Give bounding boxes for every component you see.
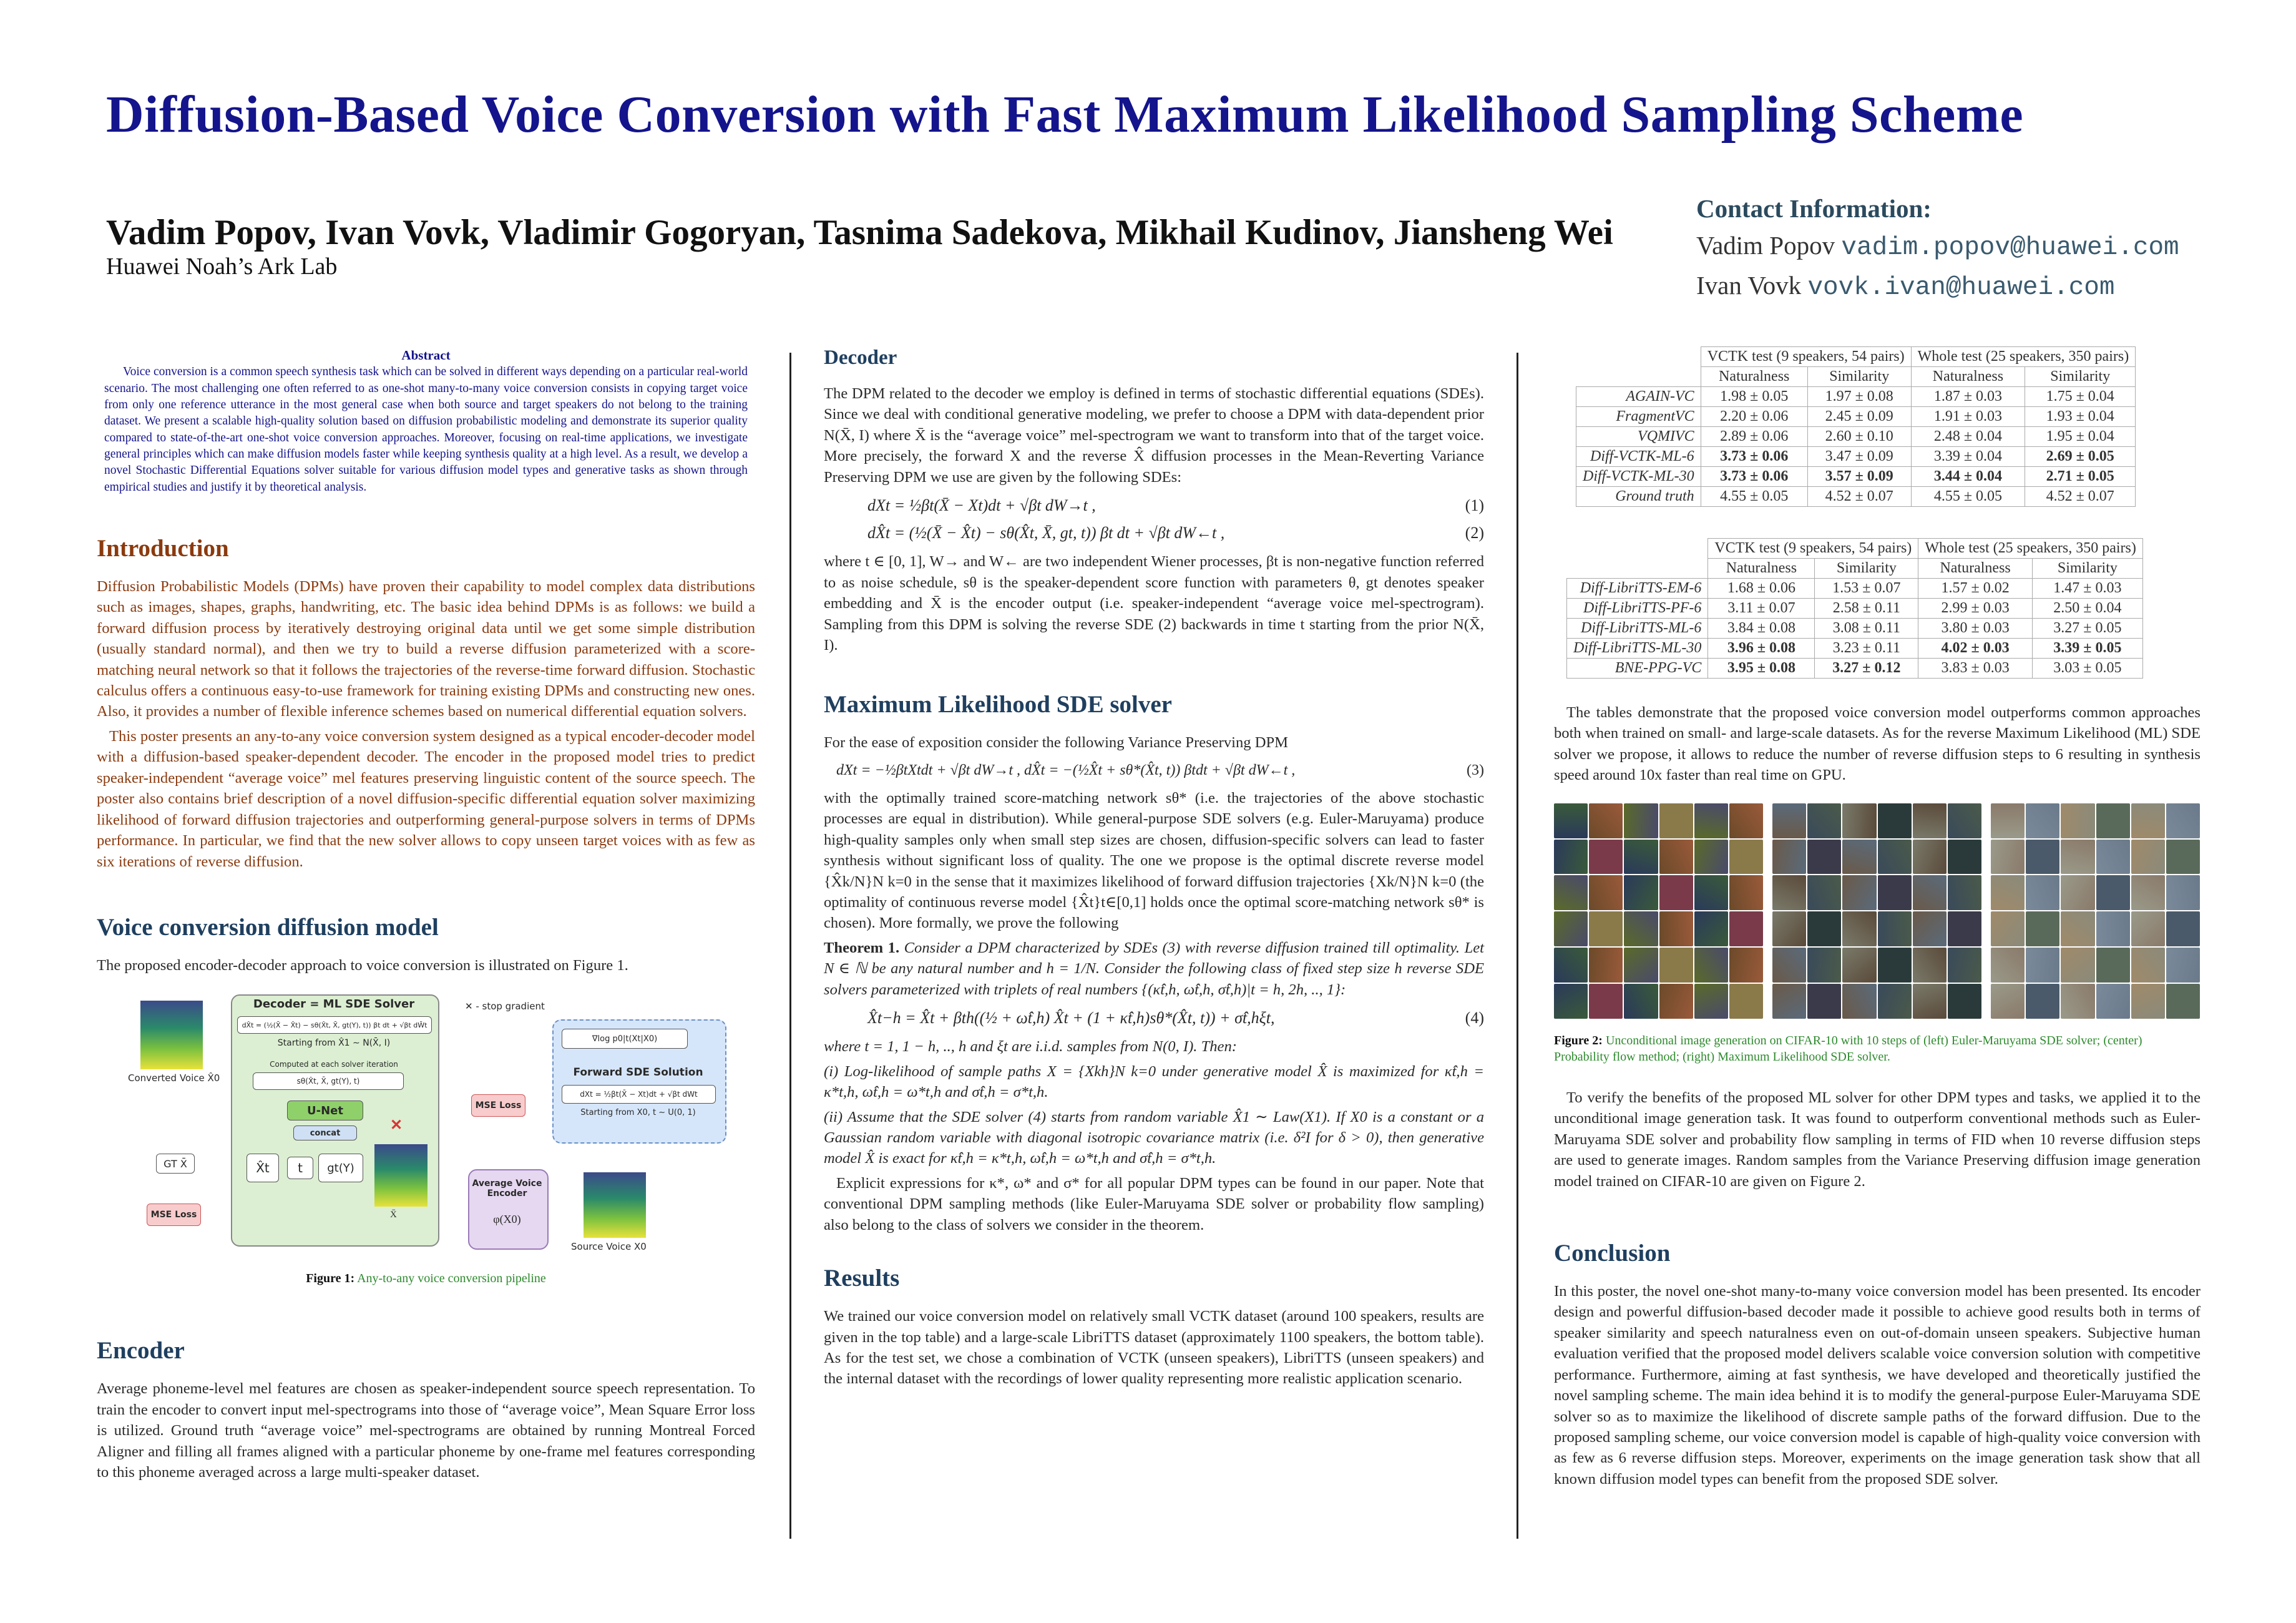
table2-cell: 3.83 ± 0.03: [1918, 659, 2033, 679]
table2-cell: 3.03 ± 0.05: [2032, 659, 2142, 679]
sample-image: [1948, 803, 1981, 838]
table2-cell: 3.23 ± 0.11: [1815, 639, 1918, 659]
sample-image: [1624, 840, 1658, 875]
sample-image: [1878, 803, 1912, 838]
table1-model-name: AGAIN-VC: [1576, 387, 1701, 407]
table1-row: [1576, 447, 2136, 467]
contact-name: Ivan Vovk: [1696, 270, 1802, 300]
theorem-1: [824, 938, 1484, 1000]
table2-model-name: BNE-PPG-VC: [1567, 659, 1708, 679]
sample-image: [2166, 984, 2200, 1019]
authors: Vadim Popov, Ivan Vovk, Vladimir Gogoryan, Tasnima Sadekova, Mikhail Kudinov, Jiansheng Wei: [106, 213, 1613, 252]
sample-image: [1991, 984, 2025, 1019]
equation-2-number: (2): [1465, 524, 1484, 542]
table2-cell: 3.84 ± 0.08: [1708, 619, 1815, 639]
vc-model-heading: Voice conversion diffusion model: [97, 913, 439, 941]
table1-cell: 1.95 ± 0.04: [2025, 427, 2136, 447]
table1-model-name: Diff-VCTK-ML-30: [1576, 467, 1701, 487]
table2-cell: 1.68 ± 0.06: [1708, 579, 1815, 599]
figure-1-caption: [97, 1270, 755, 1287]
sample-image: [1589, 803, 1623, 838]
decoder-title: Decoder = ML SDE Solver: [253, 998, 415, 1011]
image-generation-text: To verify the benefits of the proposed ML solver for other DPM types and tasks, we applied it to the unconditional image generation task. It was found to outperform conventional methods such as Euler-Maruyama SDE solver and probability flow sampling in terms of FID when 10 reverse diffusion steps are used to generate images. Random samples from the Variance Preserving diffusion image generation model trained on CIFAR-10 are given on Figure 2.: [1554, 1089, 2201, 1190]
sample-image: [1624, 984, 1658, 1019]
sample-image: [1659, 840, 1693, 875]
source-voice-label: Source Voice X0: [571, 1241, 647, 1253]
stop-gradient-legend: ✕ - stop gradient: [465, 1001, 545, 1013]
sample-image: [1991, 875, 2025, 910]
sample-image: [1694, 911, 1728, 946]
equation-1-number: (1): [1465, 496, 1484, 515]
table2-cell: 4.02 ± 0.03: [1918, 639, 2033, 659]
equation-3: [824, 762, 1484, 779]
table1-row: [1576, 467, 2136, 487]
sample-image: [1807, 840, 1841, 875]
column-divider: [789, 353, 791, 1539]
table2-cell: 3.27 ± 0.12: [1815, 659, 1918, 679]
table1-body: [1576, 387, 2136, 507]
equation-1: [824, 496, 1484, 515]
sample-image: [2096, 840, 2130, 875]
sample-image: [1772, 911, 1806, 946]
sample-image: [1772, 840, 1806, 875]
introduction-heading: Introduction: [97, 534, 229, 562]
sample-image: [1694, 875, 1728, 910]
sample-image: [1694, 803, 1728, 838]
libritts-results-table: [1566, 538, 2143, 679]
table2-model-name: Diff-LibriTTS-ML-30: [1567, 639, 1708, 659]
sample-image: [2061, 911, 2094, 946]
decoder-p2: where t ∈ [0, 1], W→ and W← are two independent Wiener processes, βt is non-negative function referred to as noise schedule, sθ is the speaker-dependent score function with parameters θ, gt denotes speaker embedding and X̄ is the encoder output (i.e. speaker-independent “average voice mel-spectrogram). Sampling from this DPM is solving the reverse SDE (2) backwards in time t starting from the prior N(X̄, I).: [824, 553, 1484, 654]
table2-cell: 1.47 ± 0.03: [2032, 579, 2142, 599]
xbar-label: X̄: [390, 1210, 397, 1220]
sample-image: [1659, 911, 1693, 946]
contact-name: Vadim Popov: [1696, 231, 1835, 260]
table2-body: [1567, 579, 2143, 679]
sample-image: [1991, 948, 2025, 983]
table1-cell: 4.55 ± 0.05: [1911, 487, 2025, 507]
table1-cell: 1.91 ± 0.03: [1911, 407, 2025, 427]
sample-image: [2166, 840, 2200, 875]
sample-image: [1807, 911, 1841, 946]
figure-2-caption: [1554, 1032, 2201, 1065]
table2-cell: 3.96 ± 0.08: [1708, 639, 1815, 659]
sample-image: [1807, 875, 1841, 910]
sample-image: [2026, 875, 2059, 910]
contact-row: [1696, 267, 2179, 306]
sample-image: [2166, 803, 2200, 838]
t-input: t: [287, 1157, 313, 1179]
sample-image: [2026, 948, 2059, 983]
sample-image: [2061, 984, 2094, 1019]
table2-cell: 3.80 ± 0.03: [1918, 619, 2033, 639]
sample-image: [1659, 875, 1693, 910]
sample-image: [1913, 875, 1947, 910]
sample-image: [1878, 840, 1912, 875]
table1-model-name: Ground truth: [1576, 487, 1701, 507]
table2-group-header: VCTK test (9 speakers, 54 pairs): [1708, 539, 1918, 559]
equation-4-number: (4): [1465, 1009, 1484, 1027]
table2-model-name: Diff-LibriTTS-EM-6: [1567, 579, 1708, 599]
table1-cell: 3.73 ± 0.06: [1701, 467, 1807, 487]
table1-sub-header: Naturalness: [1701, 367, 1807, 387]
table2-sub-header: Similarity: [2032, 559, 2142, 579]
sample-image: [1913, 948, 1947, 983]
table2-cell: 2.99 ± 0.03: [1918, 599, 2033, 619]
sample-image: [1589, 911, 1623, 946]
table1-cell: 2.71 ± 0.05: [2025, 467, 2136, 487]
conclusion-heading: Conclusion: [1554, 1239, 1671, 1267]
sample-image: [1694, 948, 1728, 983]
table1-cell: 1.93 ± 0.04: [2025, 407, 2136, 427]
table1-group-header: VCTK test (9 speakers, 54 pairs): [1701, 347, 1911, 367]
sample-image: [1913, 840, 1947, 875]
table1-cell: 2.89 ± 0.06: [1701, 427, 1807, 447]
sample-image: [1878, 984, 1912, 1019]
sample-image: [1772, 875, 1806, 910]
sample-image: [1842, 911, 1876, 946]
table2-cell: 2.58 ± 0.11: [1815, 599, 1918, 619]
ml-solver-p1: For the ease of exposition consider the following Variance Preserving DPM: [824, 734, 1289, 752]
theorem-item-2: (ii) Assume that the SDE solver (4) starts from random variable X̂1 ∼ Law(X1). If X0 is a constant or a Gaussian random variable with diagonal isotropic covariance matrix (i.e. δ²I for δ > 0), then generative model X̂ is exact for κ̂t,h = κ*t,h, ω̂t,h = ω*t,h and σ̂t,h = σ*t,h.: [824, 1108, 1484, 1167]
figure-2-text: Unconditional image generation on CIFAR-10 with 10 steps of (left) Euler-Maruyama SDE solver; (center) Probability flow method; (right) Maximum Likelihood SDE solver.: [1554, 1033, 2142, 1064]
table1-cell: 2.48 ± 0.04: [1911, 427, 2025, 447]
sample-image: [1842, 803, 1876, 838]
unet-block: U-Net: [287, 1101, 363, 1120]
table2-row: [1567, 659, 2143, 679]
equation-4-body: X̂t−h = X̂t + βth((½ + ω̂t,h) X̂t + (1 + κ̂t,h)sθ*(X̂t, t)) + σ̂t,hξt,: [867, 1009, 1275, 1027]
sample-image: [2131, 948, 2165, 983]
table1-cell: 4.52 ± 0.07: [1807, 487, 1911, 507]
equation-2-body: dX̂t = (½(X̄ − X̂t) − sθ(X̂t, X̄, gt, t)) βt dt + √βt dW←t ,: [867, 524, 1225, 542]
figure-1-diagram: [97, 988, 755, 1257]
encoder-heading: Encoder: [97, 1337, 185, 1365]
table1-cell: 2.60 ± 0.10: [1807, 427, 1911, 447]
table1-row: [1576, 427, 2136, 447]
table2-cell: 3.39 ± 0.05: [2032, 639, 2142, 659]
table2-cell: 1.53 ± 0.07: [1815, 579, 1918, 599]
sample-image: [1772, 984, 1806, 1019]
table2-row: [1567, 639, 2143, 659]
sample-image: [2166, 875, 2200, 910]
concat-block: concat: [293, 1125, 357, 1140]
sample-image: [1589, 840, 1623, 875]
table1-cell: 3.39 ± 0.04: [1911, 447, 2025, 467]
figure-2-images: [1554, 803, 2201, 1025]
results-heading: Results: [824, 1265, 900, 1292]
sample-image: [1624, 875, 1658, 910]
encoder-phi: φ(X0): [493, 1213, 521, 1226]
sample-image: [1729, 803, 1763, 838]
theorem-conditions: where t = 1, 1 − h, .., h and ξt are i.i.d. samples from N(0, I). Then:: [824, 1038, 1237, 1056]
table2-cell: 3.08 ± 0.11: [1815, 619, 1918, 639]
table1-row: [1576, 487, 2136, 507]
sample-image: [1948, 984, 1981, 1019]
column-middle: [824, 346, 1484, 1586]
sample-image: [2166, 948, 2200, 983]
affiliation: Huawei Noah’s Ark Lab: [106, 253, 338, 280]
mse-loss-bottom: MSE Loss: [147, 1204, 201, 1226]
computed-label: Computed at each solver iteration: [270, 1060, 398, 1069]
sample-image: [1991, 803, 2025, 838]
sample-image: [1842, 840, 1876, 875]
sample-image: [2096, 984, 2130, 1019]
score-function-box: sθ(X̂t, X̄, gt(Y), t): [253, 1072, 404, 1090]
theorem-label: Theorem 1.: [824, 939, 900, 956]
table2-cell: 3.11 ± 0.07: [1708, 599, 1815, 619]
table1-sub-header: Similarity: [1807, 367, 1911, 387]
table2-row: [1567, 579, 2143, 599]
average-voice-spectrogram: [374, 1144, 427, 1207]
equation-3-body: dXt = −½βtXtdt + √βt dW→t , dX̂t = −(½X̂t + sθ*(X̂t, t)) βtdt + √βt dW←t ,: [836, 762, 1296, 778]
tables-text: The tables demonstrate that the proposed voice conversion model outperforms common approaches both when trained on small- and large-scale datasets. As for the reverse Maximum Likelihood (ML) SDE solver we propose, it allows to reduce the number of reverse diffusion steps to 6 resulting in synthesis speed around 10x faster than real time on GPU.: [1554, 704, 2201, 784]
column-right: [1554, 346, 2201, 1586]
sample-image: [2096, 911, 2130, 946]
sample-image: [1694, 840, 1728, 875]
table1-row: [1576, 387, 2136, 407]
sample-image: [2131, 803, 2165, 838]
table2-cell: 3.95 ± 0.08: [1708, 659, 1815, 679]
sample-image: [2026, 803, 2059, 838]
sample-image: [1729, 840, 1763, 875]
abstract-text: Voice conversion is a common speech synthesis task which can be solved in different ways depending on a particular real-world scenario. The most challenging one often referred to as one-shot many-to-many voice conversion consists in copying target voice from only one reference utterance in the most general case when both source and target speakers do not belong to the training dataset. We present a scalable high-quality solution based on diffusion probabilistic modeling and demonstrate its superior quality compared to state-of-the-art one-shot voice conversion approaches. Moreover, focusing on real-time applications, we investigate general principles which can make diffusion models faster while keeping synthesis quality at a high level. As a result, we develop a novel Stochastic Differential Equations solver suitable for various diffusion model types and generative tasks as shown through empirical studies and justify it by theoretical analysis.: [104, 365, 748, 494]
column-divider: [1517, 353, 1518, 1539]
table2-row: [1567, 599, 2143, 619]
forward-sde-start: Starting from X0, t ∼ U(0, 1): [580, 1108, 696, 1118]
table2-sub-header: Similarity: [1815, 559, 1918, 579]
sample-image: [1807, 803, 1841, 838]
encoder-title: Average Voice Encoder: [472, 1179, 542, 1199]
table1-cell: 4.52 ± 0.07: [2025, 487, 2136, 507]
sample-image: [1554, 984, 1588, 1019]
table1-cell: 3.73 ± 0.06: [1701, 447, 1807, 467]
table2-group-header: Whole test (25 speakers, 350 pairs): [1918, 539, 2143, 559]
sample-image: [1554, 911, 1588, 946]
table1-row: [1576, 407, 2136, 427]
vctk-results-table: [1576, 346, 2136, 507]
sample-image: [1913, 803, 1947, 838]
table1-sub-header: Naturalness: [1911, 367, 2025, 387]
sample-image: [1948, 911, 1981, 946]
decoder-start: Starting from X̂1 ∼ N(X̄, I): [277, 1038, 391, 1049]
sample-image: [1948, 875, 1981, 910]
sample-image: [2131, 984, 2165, 1019]
sample-image: [2166, 911, 2200, 946]
gt-xbar-box: GT X̄: [156, 1154, 195, 1174]
results-text: We trained our voice conversion model on relatively small VCTK dataset (around 100 speakers, results are given in the top table) and a large-scale LibriTTS dataset (approximately 1100 speakers, the bottom table). As for the test set, we chose a combination of VCTK (unseen speakers), LibriTTS (unseen speakers) and the internal dataset with the recordings of lower quality representing more realistic application scenario.: [824, 1308, 1484, 1388]
theorem-item-1: (i) Log-likelihood of sample paths X = {Xkh}N k=0 under generative model X̂ is maximized for κ̂t,h = κ*t,h, ω̂t,h = ω*t,h and σ̂t,h = σ*t,h.: [824, 1062, 1484, 1101]
table1-cell: 3.44 ± 0.04: [1911, 467, 2025, 487]
table1-cell: 3.47 ± 0.09: [1807, 447, 1911, 467]
stop-gradient-icon: ✕: [390, 1117, 403, 1134]
table2-row: [1567, 619, 2143, 639]
sample-image: [2096, 803, 2130, 838]
contact-heading: Contact Information:: [1696, 194, 1932, 223]
forward-sde-equation: dXt = ½βt(X̄ − Xt)dt + √βt dWt: [562, 1085, 716, 1104]
sample-image: [1842, 875, 1876, 910]
sample-image: [1729, 911, 1763, 946]
forward-sde-title: Forward SDE Solution: [573, 1066, 703, 1079]
sample-image: [2061, 803, 2094, 838]
sample-image: [2131, 840, 2165, 875]
table2-sub-header: Naturalness: [1918, 559, 2033, 579]
sample-image: [1772, 948, 1806, 983]
sample-image: [1807, 948, 1841, 983]
sample-image: [1729, 948, 1763, 983]
ml-solver-p2: with the optimally trained score-matching network sθ* (i.e. the trajectories of the above stochastic processes are equal in distribution). While general-purpose SDE solvers (e.g. Euler-Maruyama) produce high-quality samples only when small step sizes are chosen, diffusion-specific solvers can lead to faster synthesis without significant loss of quality. The one we propose is the optimal discrete reverse model {X̂k/N}N k=0 in the sense that it maximizes likelihood of forward diffusion trajectories {Xk/N}N k=0 (the optimality of continuous reverse model {X̂t}t∈[0,1] holds once the optimal score-matching network sθ* is chosen). More formally, we prove the following: [824, 789, 1484, 932]
table1-model-name: VQMIVC: [1576, 427, 1701, 447]
table1-group-header: Whole test (25 speakers, 350 pairs): [1911, 347, 2136, 367]
vc-model-text: The proposed encoder-decoder approach to voice conversion is illustrated on Figure 1.: [97, 956, 628, 974]
figure-1-label: Figure 1:: [306, 1272, 355, 1286]
converted-voice-label: Converted Voice X̂0: [128, 1072, 220, 1084]
sample-image: [1807, 984, 1841, 1019]
sample-image: [1694, 984, 1728, 1019]
sample-image: [1589, 984, 1623, 1019]
contact-info: [1696, 190, 2179, 306]
table1-cell: 4.55 ± 0.05: [1701, 487, 1807, 507]
sample-image: [1772, 803, 1806, 838]
table1-cell: 2.69 ± 0.05: [2025, 447, 2136, 467]
equation-4: [824, 1009, 1484, 1027]
sample-image: [1554, 948, 1588, 983]
contact-row: [1696, 227, 2179, 267]
contact-email[interactable]: vovk.ivan@huawei.com: [1807, 273, 2115, 302]
table2-model-name: Diff-LibriTTS-PF-6: [1567, 599, 1708, 619]
mse-loss-top: MSE Loss: [471, 1094, 525, 1117]
sample-image: [1878, 875, 1912, 910]
table1-model-name: Diff-VCTK-ML-6: [1576, 447, 1701, 467]
table1-cell: 1.97 ± 0.08: [1807, 387, 1911, 407]
sample-image: [2061, 875, 2094, 910]
sample-image: [1624, 911, 1658, 946]
table2-cell: 3.27 ± 0.05: [2032, 619, 2142, 639]
table1-cell: 1.75 ± 0.04: [2025, 387, 2136, 407]
source-spectrogram: [584, 1172, 646, 1238]
sample-image: [1991, 840, 2025, 875]
sample-image: [1589, 948, 1623, 983]
table1-cell: 2.20 ± 0.06: [1701, 407, 1807, 427]
sample-image: [1878, 948, 1912, 983]
sample-image: [1878, 911, 1912, 946]
decoder-p1: The DPM related to the decoder we employ is defined in terms of stochastic differential equations (SDEs). Since we deal with conditional generative modeling, we prefer to choose a DPM with data-dependent prior N(X̄, I) where X̄ is the “average voice” mel-spectrogram we want to transform into that of the target voice. More precisely, the forward X and the reverse X̂ diffusion processes in the Mean-Reverting Variance Preserving DPM we use are given by the following SDEs:: [824, 385, 1484, 486]
sample-image: [1624, 948, 1658, 983]
sample-image: [1842, 984, 1876, 1019]
converted-spectrogram: [140, 1001, 203, 1069]
sample-image: [2131, 875, 2165, 910]
table2-model-name: Diff-LibriTTS-ML-6: [1567, 619, 1708, 639]
figure-1-text: Any-to-any voice conversion pipeline: [357, 1272, 546, 1286]
sample-image: [2026, 984, 2059, 1019]
ml-solver-heading: Maximum Likelihood SDE solver: [824, 691, 1172, 718]
sample-image: [1842, 948, 1876, 983]
table1-sub-header: Similarity: [2025, 367, 2136, 387]
sample-image: [2061, 948, 2094, 983]
image-grid-ml-sde-solver: [1991, 803, 2200, 1019]
equation-2: [824, 524, 1484, 542]
sample-image: [1554, 875, 1588, 910]
image-grid-euler-maruyama: [1554, 803, 1763, 1019]
table1-cell: 2.45 ± 0.09: [1807, 407, 1911, 427]
equation-1-body: dXt = ½βt(X̄ − Xt)dt + √βt dW→t ,: [867, 496, 1096, 515]
sample-image: [2096, 875, 2130, 910]
sample-image: [1948, 948, 1981, 983]
conclusion-text: In this poster, the novel one-shot many-to-many voice conversion model has been presented. Its encoder design and powerful diffusion-based decoder made it possible to achieve good results both in terms of speaker similarity and speech naturalness even on out-of-domain unseen speakers. Subjective human evaluation verified that the proposed model delivers scalable voice conversion solution with competitive performance. Furthermore, aiming at fast synthesis, we have developed and theoretically justified the novel sampling scheme. The main idea behind it is to modify the general-purpose Euler-Maruyama SDE solver so as to maximize the likelihood of discrete sample paths of the forward diffusion. Due to the proposed sampling scheme, our voice conversion model is capable of high-quality voice conversion with as few as 6 reverse diffusion steps. Moreover, experiments on the image generation task show that all known diffusion model types can benefit from the proposed SDE solver.: [1554, 1282, 2201, 1488]
table1-model-name: FragmentVC: [1576, 407, 1701, 427]
sample-image: [1659, 984, 1693, 1019]
sample-image: [1554, 803, 1588, 838]
sample-image: [1913, 984, 1947, 1019]
sample-image: [1729, 875, 1763, 910]
contact-email[interactable]: vadim.popov@huawei.com: [1841, 233, 2179, 263]
gt-input: gt(Y): [318, 1154, 363, 1182]
sample-image: [2131, 911, 2165, 946]
score-target-box: ∇log p0|t(Xt|X0): [562, 1029, 688, 1049]
xt-input: X̂t: [247, 1154, 279, 1182]
decoder-heading: Decoder: [824, 346, 897, 369]
sample-image: [1624, 803, 1658, 838]
sample-image: [2026, 840, 2059, 875]
sample-image: [1554, 840, 1588, 875]
table1-cell: 1.98 ± 0.05: [1701, 387, 1807, 407]
sample-image: [1991, 911, 2025, 946]
decoder-equation: dX̂t = (½(X̄ − X̂t) − sθ(X̂t, X̄, gt(Y), t)) βt dt + √βt dW̄t: [237, 1016, 432, 1034]
sample-image: [1948, 840, 1981, 875]
table2-sub-header: Naturalness: [1708, 559, 1815, 579]
sample-image: [2061, 840, 2094, 875]
encoder-text: Average phoneme-level mel features are chosen as speaker-independent source speech representation. To train the encoder to convert input mel-spectrograms into those of “average voice”, Mean Square Error loss is utilized. Ground truth “average voice” mel-spectrograms are obtained by running Montreal Forced Aligner and filling all frames aligned with a particular phoneme by one-frame mel features corresponding to this phoneme averaged across a large multi-speaker dataset.: [97, 1380, 755, 1481]
table1-cell: 1.87 ± 0.03: [1911, 387, 2025, 407]
image-grid-probability-flow: [1772, 803, 1981, 1019]
introduction-p2: This poster presents an any-to-any voice conversion system designed as a typical encoder-decoder model with a diffusion-based speaker-dependent decoder. The encoder in the proposed model tries to predict speaker-independent “average voice” mel features preserving linguistic content of the source speech. The poster also contains brief description of a novel diffusion-specific differential equation solver maximizing likelihood of forward diffusion trajectories and outperforming general-purpose solvers in terms of DPMs performance. In particular, we find that the new solver allows to copy unseen target voices with as few as six iterations of reverse diffusion.: [97, 727, 755, 870]
sample-image: [1589, 875, 1623, 910]
sample-image: [1659, 803, 1693, 838]
sample-image: [1913, 911, 1947, 946]
introduction-p1: Diffusion Probabilistic Models (DPMs) have proven their capability to model complex data distributions such as images, shapes, graphs, handwriting, etc. The basic idea behind DPMs is as follows: we build a forward diffusion process by iteratively destroying original data until we get some simple distribution (usually standard normal), and then we try to build a reverse diffusion parameterized with a score-matching neural network so that it follows the trajectories of the reverse-time forward diffusion. Stochastic calculus offers a continuous easy-to-use framework for training existing DPMs and constructing new ones. Also, it provides a number of flexible inference schemes based on numerical differential equation solvers.: [97, 577, 755, 720]
sample-image: [1729, 984, 1763, 1019]
theorem-text: Consider a DPM characterized by SDEs (3) with reverse diffusion trained till optimality. Let N ∈ ℕ be any natural number and h = 1/N. Consider the following class of fixed step size h reverse SDE solvers parameterized with triplets of real numbers {(κ̂t,h, ω̂t,h, σ̂t,h)|t = h, 2h, .., 1}:: [824, 939, 1484, 998]
poster-title: Diffusion-Based Voice Conversion with Fast Maximum Likelihood Sampling Scheme: [106, 86, 2024, 144]
table2-cell: 1.57 ± 0.02: [1918, 579, 2033, 599]
ml-solver-p3: Explicit expressions for κ*, ω* and σ* for all popular DPM types can be found in our paper. Note that conventional DPM sampling methods (like Euler-Maruyama SDE solver or probability flow sampling) also belong to the class of solvers we consider in the theorem.: [824, 1174, 1484, 1233]
sample-image: [1659, 948, 1693, 983]
equation-3-number: (3): [1467, 762, 1484, 778]
sample-image: [2096, 948, 2130, 983]
figure-2-label: Figure 2:: [1554, 1033, 1603, 1047]
sample-image: [2026, 911, 2059, 946]
abstract-heading: Abstract: [401, 348, 451, 363]
table2-cell: 2.50 ± 0.04: [2032, 599, 2142, 619]
abstract: [97, 346, 755, 496]
table1-cell: 3.57 ± 0.09: [1807, 467, 1911, 487]
column-left: [97, 346, 755, 1586]
